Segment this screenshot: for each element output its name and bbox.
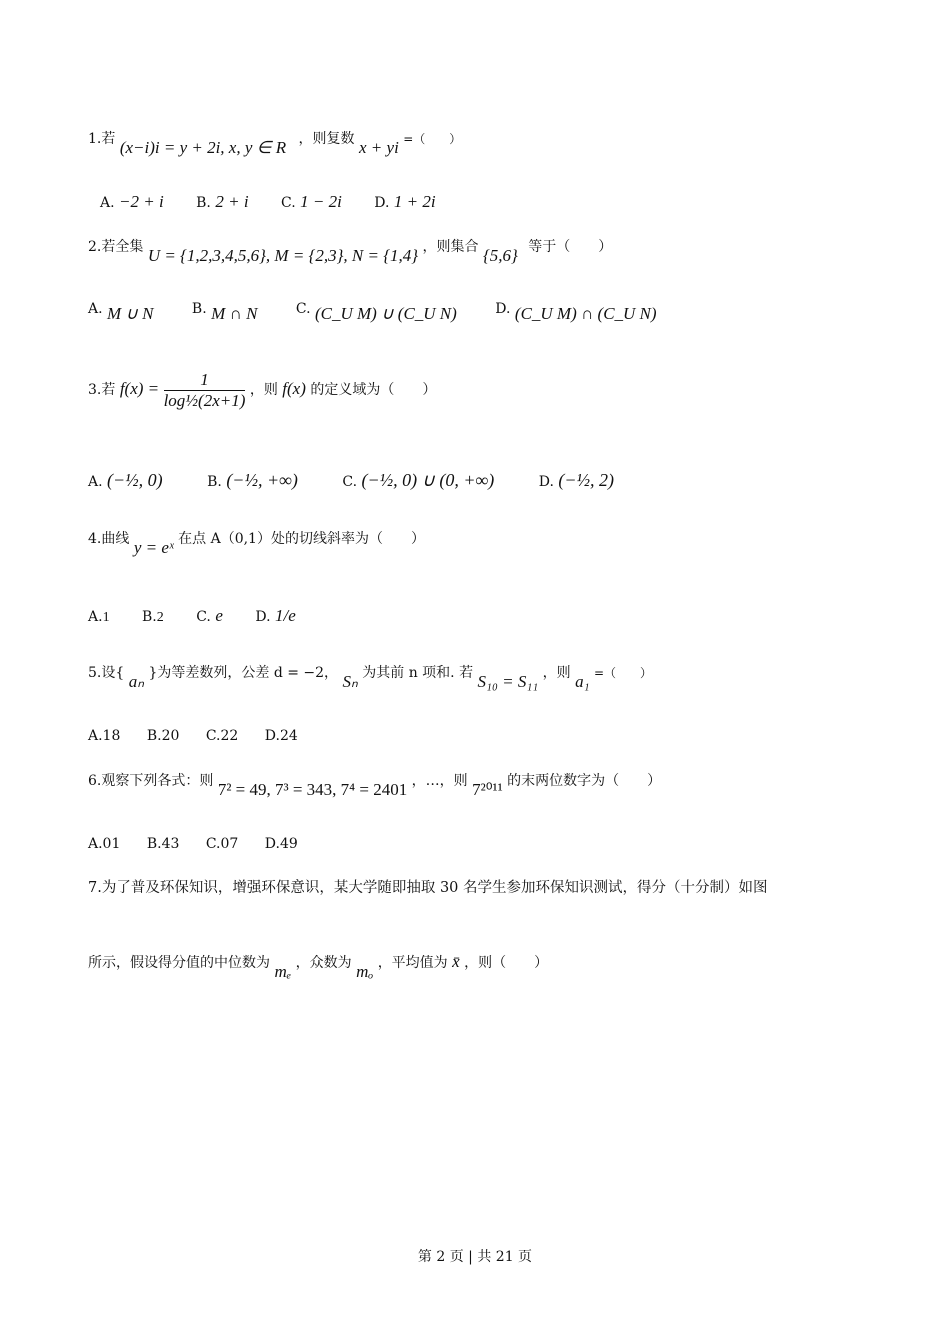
- q7-line2: [88, 952, 549, 981]
- q1-opt-c: 1 − 2i: [300, 192, 342, 211]
- q3-opt-d-label: D.: [538, 474, 554, 490]
- q5-sequence: aₙ: [128, 672, 145, 691]
- q1-opt-a: −2 + i: [119, 192, 164, 211]
- q4-opt-d-label: D.: [255, 609, 271, 625]
- q6-stem: [88, 770, 662, 799]
- q3-options: [88, 470, 614, 491]
- q4-opt-c-label: C.: [196, 609, 211, 625]
- q2-number: 2.: [88, 239, 102, 255]
- q1-post: =（ ）: [403, 132, 462, 146]
- q3-opt-b-label: B.: [207, 474, 222, 490]
- q2-sets: U = {1,2,3,4,5,6}, M = {2,3}, N = {1,4}: [147, 246, 419, 265]
- q6-opt-c: C.07: [205, 836, 239, 852]
- q5-mid2: 为其前 n 项和. 若: [362, 665, 474, 681]
- q1-mid: ，则复数: [298, 131, 355, 147]
- q2-opt-a: M ∪ N: [107, 304, 154, 323]
- q3-number: 3.: [88, 382, 102, 399]
- q4-opt-b-label: B.: [142, 609, 157, 625]
- q6-opt-d: D.49: [264, 836, 298, 852]
- q2-opt-d-label: D.: [495, 301, 511, 317]
- q5-stem: [88, 662, 652, 691]
- q7-median: mₑ: [274, 962, 292, 981]
- q5-number: 5.: [88, 665, 102, 681]
- q2-pre: 若全集: [101, 239, 144, 255]
- q5-opt-a: A.18: [88, 728, 121, 744]
- q5-condition: S₁₀ = S₁₁: [477, 672, 539, 691]
- q4-curve: y = eˣ: [133, 538, 174, 557]
- q1-opt-c-label: C.: [281, 195, 296, 211]
- q6-number: 6.: [88, 773, 102, 789]
- q6-post: 的末两位数字为（ ）: [507, 773, 662, 789]
- q7-line1: 7.为了普及环保知识，增强环保意识，某大学随即抽取 30 名学生参加环保知识测试，得分（十分制）如图: [88, 880, 768, 896]
- q2-opt-c: (C_U M) ∪ (C_U N): [314, 304, 457, 323]
- q7-mean: x̄: [452, 952, 460, 971]
- q3-fx: f(x): [282, 379, 306, 399]
- q5-sum: Sₙ: [342, 672, 358, 691]
- q4-post: 在点 A（0,1）处的切线斜率为（ ）: [178, 531, 425, 547]
- q3-post: 的定义域为（ ）: [310, 382, 437, 399]
- q3-numerator: 1: [164, 370, 246, 391]
- q5-opt-b: B.20: [146, 728, 180, 744]
- q1-stem: [88, 128, 462, 157]
- q1-opt-b-label: B.: [196, 195, 211, 211]
- q2-opt-b: M ∩ N: [211, 304, 258, 323]
- q6-pre: 观察下列各式：则: [101, 773, 214, 789]
- q5-opt-d: D.24: [264, 728, 298, 744]
- q7-mode: mₒ: [356, 962, 374, 981]
- q4-opt-b: 2: [156, 610, 164, 625]
- q3-lhs: f(x) =: [119, 379, 160, 399]
- q4-opt-a-label: A.: [88, 609, 103, 625]
- q4-options: [88, 606, 296, 626]
- q3-opt-c: (−½, 0) ∪ (0, +∞): [361, 470, 495, 490]
- q5-post: =（ ）: [593, 666, 652, 680]
- q1-opt-d: 1 + 2i: [393, 192, 436, 211]
- q1-condition: (x−i)i = y + 2i, x, y ∈ R: [119, 138, 287, 157]
- q4-stem: [88, 528, 425, 557]
- q1-number: 1.: [88, 131, 102, 147]
- q2-stem: [88, 236, 613, 265]
- q5-first-term: a₁: [575, 672, 590, 691]
- q3-opt-a-label: A.: [88, 474, 103, 490]
- q3-opt-d: (−½, 2): [558, 470, 615, 490]
- q4-pre: 曲线: [101, 531, 130, 547]
- q2-opt-c-label: C.: [295, 301, 311, 317]
- q6-opt-b: B.43: [146, 836, 180, 852]
- q3-opt-b: (−½, +∞): [226, 470, 298, 490]
- page-footer: 第 2 页 | 共 21 页: [417, 1249, 533, 1265]
- q2-opt-d: (C_U M) ∩ (C_U N): [514, 304, 657, 323]
- q6-options: [88, 836, 298, 852]
- q2-post: 等于（ ）: [528, 239, 613, 255]
- q7-line2a: 所示，假设得分值的中位数为: [88, 955, 270, 971]
- q1-opt-d-label: D.: [374, 195, 390, 211]
- q5-options: [88, 728, 298, 744]
- q6-powers: 7² = 49, 7³ = 343, 7⁴ = 2401: [217, 780, 408, 799]
- q4-opt-c: e: [215, 606, 223, 625]
- q4-opt-a: 1: [102, 610, 110, 625]
- q1-pre: 若: [101, 131, 116, 147]
- q3-stem: [88, 370, 436, 410]
- q2-mid: ，则集合: [422, 239, 479, 255]
- q2-opt-b-label: B.: [191, 301, 207, 317]
- q1-expression: x + yi: [359, 138, 399, 157]
- q7-line2c: ，平均值为: [377, 955, 448, 971]
- q2-options: [88, 301, 657, 324]
- q1-opt-a-label: A.: [100, 195, 115, 211]
- q6-mid: ，…，则: [411, 773, 468, 789]
- q7-line2d: ，则（ ）: [464, 955, 549, 971]
- q3-opt-c-label: C.: [342, 474, 358, 490]
- q2-target-set: {5,6}: [482, 246, 518, 265]
- q5-mid3: ，则: [542, 665, 571, 681]
- q1-opt-b: 2 + i: [215, 192, 249, 211]
- q6-opt-a: A.01: [88, 836, 121, 852]
- q1-options: [100, 192, 436, 212]
- q5-mid1: }为等差数列，公差 d = −2，: [148, 665, 339, 681]
- q3-fraction: [164, 370, 246, 410]
- q4-number: 4.: [88, 531, 102, 547]
- q5-opt-c: C.22: [205, 728, 239, 744]
- q2-opt-a-label: A.: [88, 301, 103, 317]
- q4-opt-d: 1/e: [274, 606, 296, 625]
- q3-opt-a: (−½, 0): [107, 470, 163, 490]
- q3-mid: ，则: [249, 382, 278, 399]
- q7-line2b: ，众数为: [295, 955, 352, 971]
- q3-denominator: log½(2x+1): [163, 390, 246, 410]
- q6-target: 7²⁰¹¹: [472, 780, 503, 799]
- q5-pre: 设{: [101, 665, 125, 681]
- q3-pre: 若: [101, 382, 116, 399]
